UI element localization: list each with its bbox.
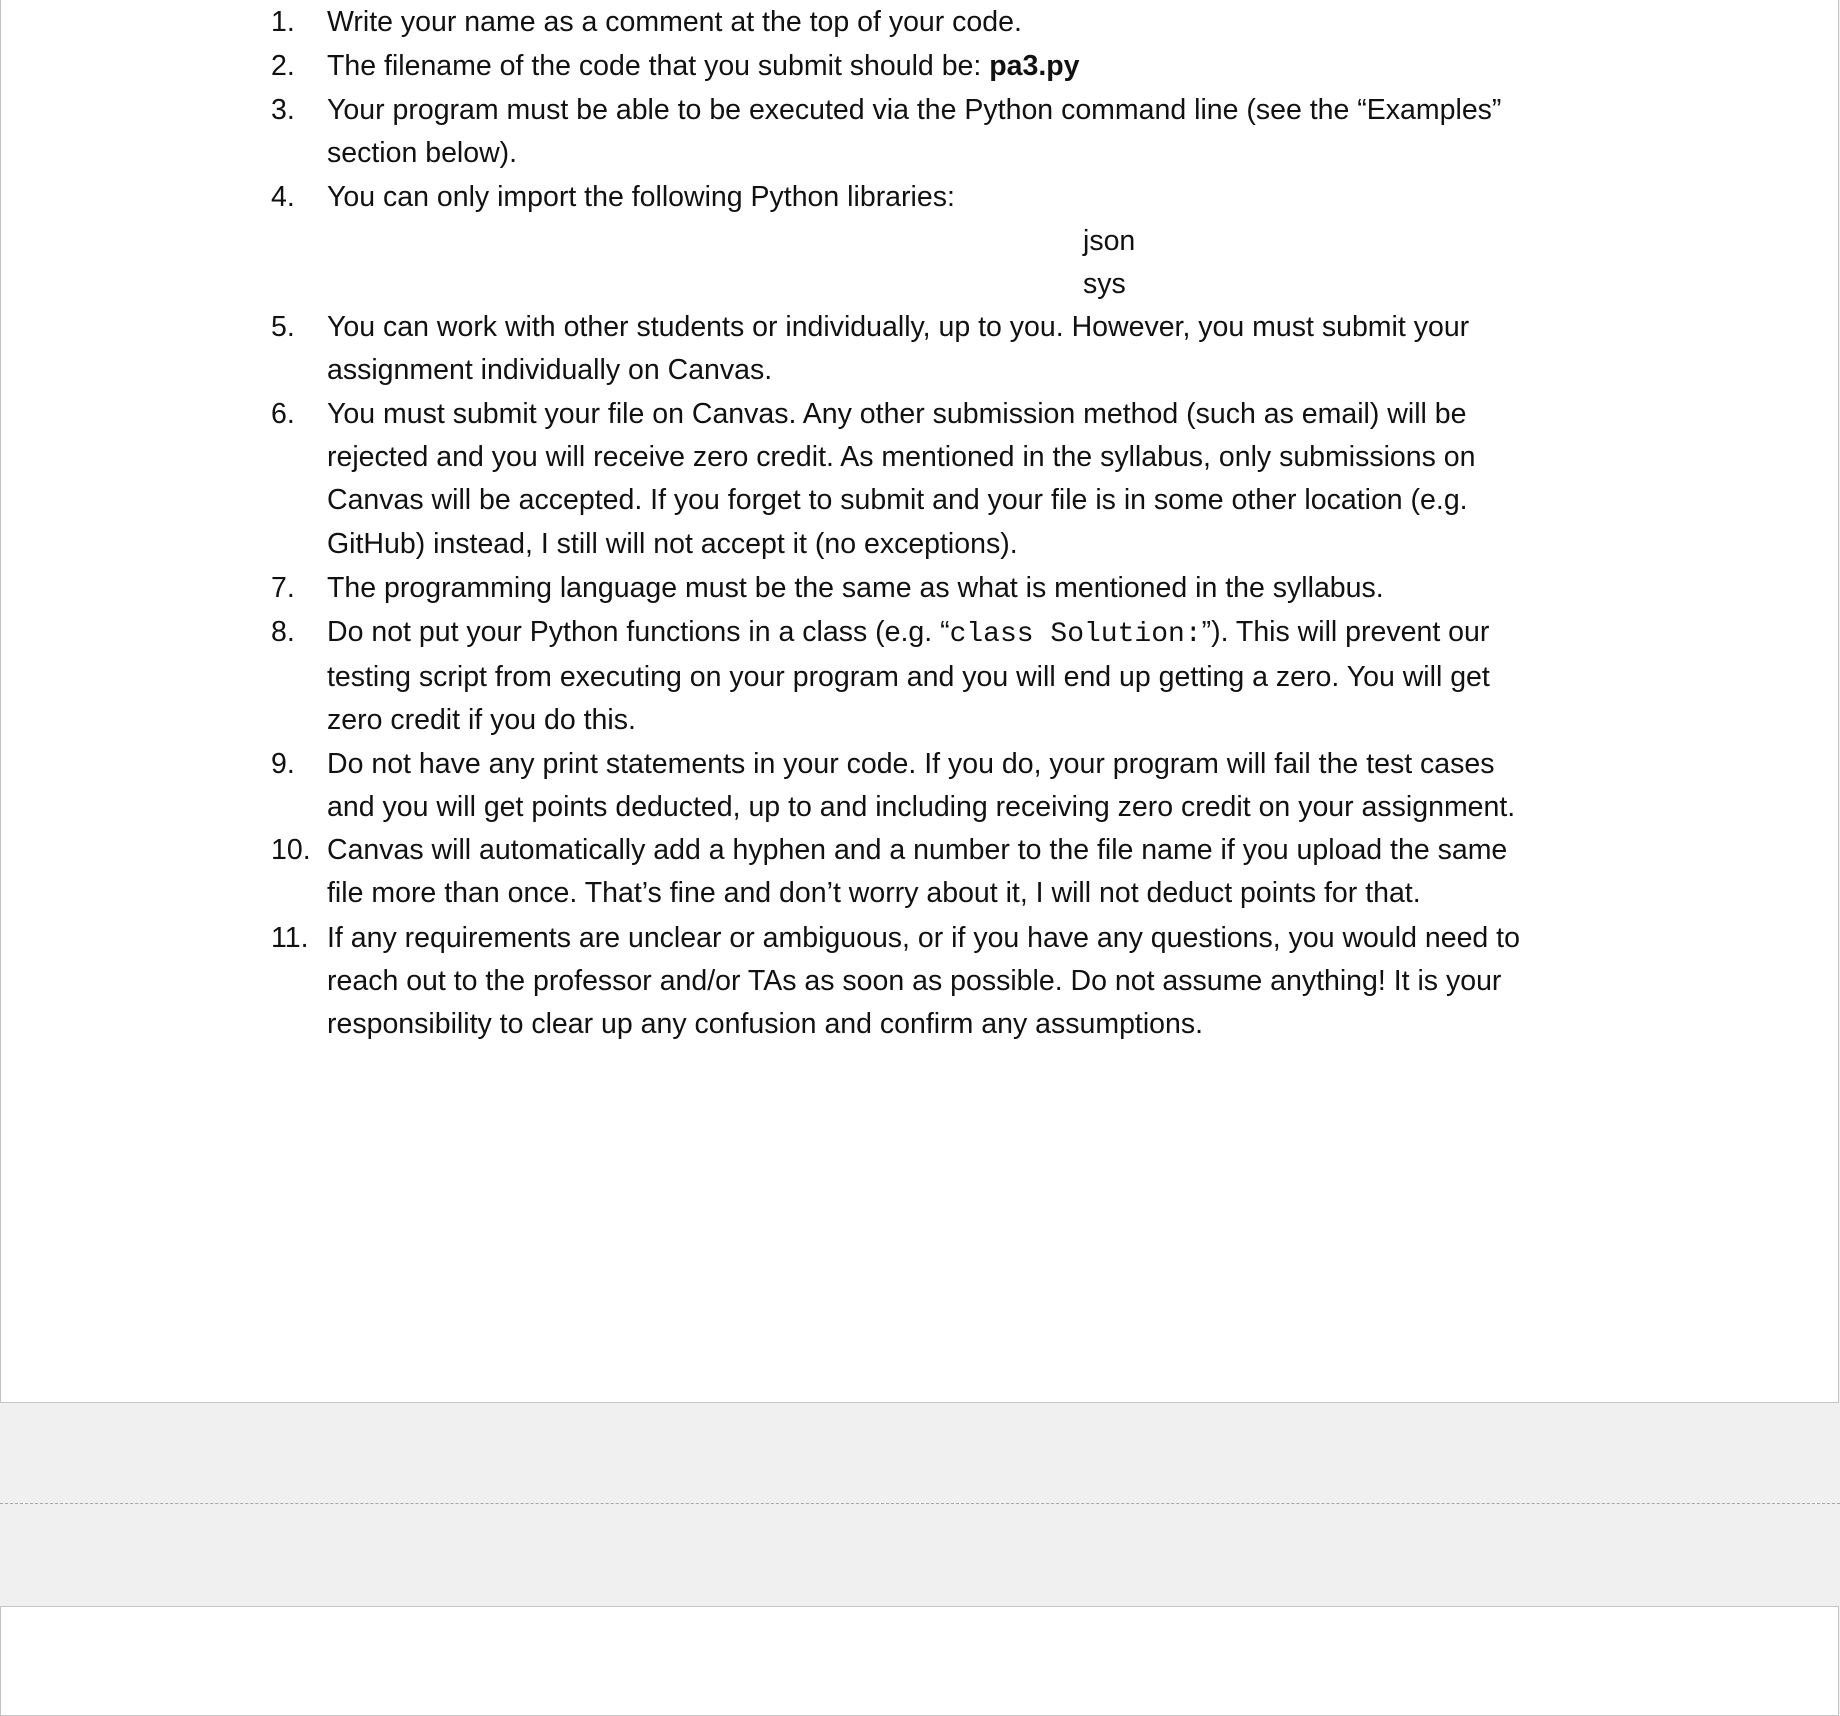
filename-bold: pa3.py [989, 50, 1080, 82]
list-text-line: Canvas will automatically add a hyphen and a number to the file name if you upload the same [327, 834, 1508, 866]
list-number: 5. [271, 311, 295, 343]
library-json: json [1083, 225, 1136, 257]
list-number: 2. [271, 50, 295, 82]
list-text-line: zero credit if you do this. [327, 704, 636, 736]
list-text-line: You can only import the following Python libraries: [327, 181, 955, 213]
page-break-divider [0, 1503, 1840, 1504]
list-number: 9. [271, 748, 295, 780]
list-text-line: reach out to the professor and/or TAs as soon as possible. Do not assume anything! It is your [327, 965, 1502, 997]
list-text-line: Your program must be able to be executed via the Python command line (see the “Examples” [327, 94, 1502, 126]
list-number: 8. [271, 616, 295, 648]
list-number: 10. [271, 834, 311, 866]
list-text-line: The programming language must be the same as what is mentioned in the syllabus. [327, 572, 1384, 604]
list-number: 6. [271, 398, 295, 430]
list-text-prefix: Do not put your Python functions in a class (e.g. “ [327, 616, 950, 648]
list-text-line: file more than once. That’s fine and don’t worry about it, I will not deduct points for that. [327, 877, 1421, 909]
list-text-line: GitHub) instead, I still will not accept it (no exceptions). [327, 528, 1018, 560]
list-text-line [327, 45, 1080, 88]
list-number: 4. [271, 181, 295, 213]
document-page-2 [0, 1606, 1839, 1716]
inline-code: class Solution: [949, 619, 1202, 650]
list-text-line: Do not have any print statements in your code. If you do, your program will fail the test cases [327, 748, 1495, 780]
list-number: 11. [271, 922, 309, 954]
list-text-line: and you will get points deducted, up to and including receiving zero credit on your assignment. [327, 791, 1516, 823]
list-text-line: assignment individually on Canvas. [327, 354, 773, 386]
list-text-line: responsibility to clear up any confusion and confirm any assumptions. [327, 1008, 1204, 1040]
library-sys: sys [1083, 268, 1126, 300]
list-number: 3. [271, 94, 295, 126]
list-number: 1. [271, 6, 295, 38]
list-text-line: Canvas will be accepted. If you forget to submit and your file is in some other location (e.g. [327, 484, 1468, 516]
list-text-line: Write your name as a comment at the top of your code. [327, 6, 1022, 38]
list-text-line: section below). [327, 137, 518, 169]
list-text-line: If any requirements are unclear or ambiguous, or if you have any questions, you would need to [327, 922, 1520, 954]
list-text-prefix: The filename of the code that you submit should be: [327, 50, 990, 82]
list-text-line [327, 611, 1489, 656]
list-text-line: rejected and you will receive zero credit. As mentioned in the syllabus, only submissions on [327, 441, 1476, 473]
list-number: 7. [271, 572, 295, 604]
list-text-line: testing script from executing on your program and you will end up getting a zero. You will get [327, 661, 1490, 693]
list-text-line: You can work with other students or individually, up to you. However, you must submit your [327, 311, 1470, 343]
list-text-suffix: ”). This will prevent our [1201, 616, 1490, 648]
list-text-line: You must submit your file on Canvas. Any other submission method (such as email) will be [327, 398, 1467, 430]
